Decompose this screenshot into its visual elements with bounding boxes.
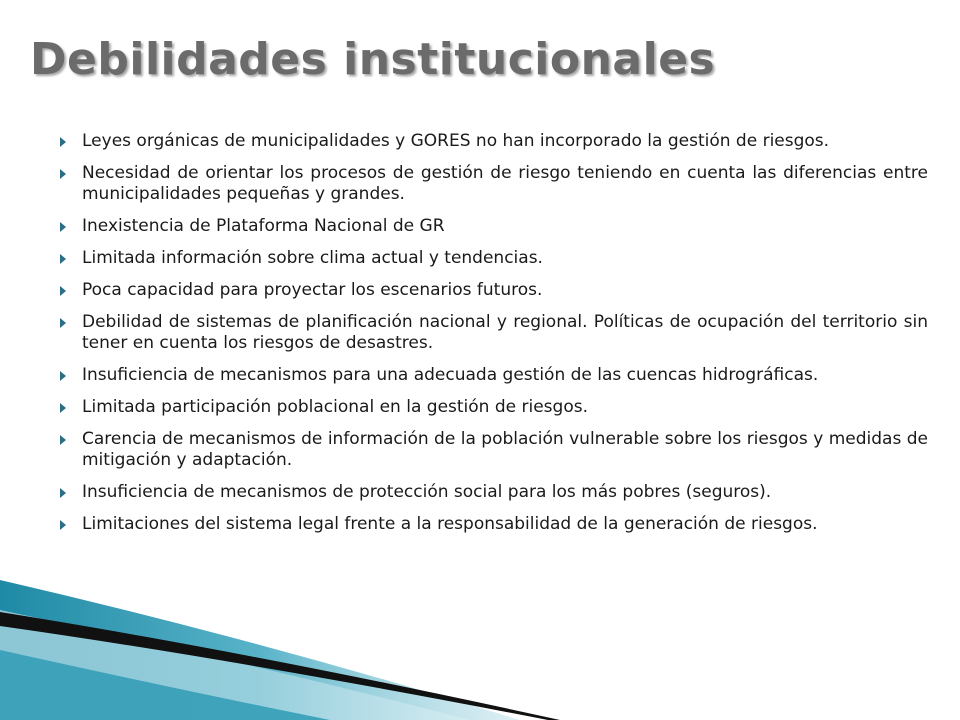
triangle-bullet-icon [60,318,66,328]
bullet-item [60,365,928,386]
triangle-bullet-icon [60,371,66,381]
slide-title: Debilidades institucionales [30,34,716,85]
bullet-item [60,397,928,418]
triangle-bullet-icon [60,222,66,232]
bullet-item [60,312,928,354]
bullet-text: Limitaciones del sistema legal frente a la responsabilidad de la generación de riesgos. [82,514,818,534]
bullet-item [60,248,928,269]
triangle-bullet-icon [60,435,66,445]
triangle-bullet-icon [60,286,66,296]
bullet-text: Limitada participación poblacional en la gestión de riesgos. [82,397,588,417]
bullet-text: Poca capacidad para proyectar los escenarios futuros. [82,280,543,300]
triangle-bullet-icon [60,254,66,264]
bullet-text: Insuficiencia de mecanismos para una adecuada gestión de las cuencas hidrográficas. [82,365,819,385]
bullet-text: Limitada información sobre clima actual y tendencias. [82,248,543,268]
bullet-item [60,482,928,503]
triangle-bullet-icon [60,137,66,147]
triangle-bullet-icon [60,488,66,498]
bullet-text: Debilidad de sistemas de planificación nacional y regional. Políticas de ocupación del territorio sin tener en cuenta los riesgos de desastres. [82,312,928,353]
bullet-text: Carencia de mecanismos de información de la población vulnerable sobre los riesgos y medidas de mitigación y adaptación. [82,429,928,470]
bullet-item [60,163,928,205]
triangle-bullet-icon [60,403,66,413]
bullet-item [60,216,928,237]
bullet-text: Inexistencia de Plataforma Nacional de GR [82,216,445,236]
triangle-bullet-icon [60,169,66,179]
bullet-text: Insuficiencia de mecanismos de protección social para los más pobres (seguros). [82,482,772,502]
bullet-item [60,514,928,535]
bullet-text: Necesidad de orientar los procesos de gestión de riesgo teniendo en cuenta las diferencias entre municipalidades pequeñas y grandes. [82,163,928,204]
bullet-list [60,131,928,546]
triangle-bullet-icon [60,520,66,530]
bullet-text: Leyes orgánicas de municipalidades y GORES no han incorporado la gestión de riesgos. [82,131,830,151]
bullet-item [60,429,928,471]
bullet-item [60,131,928,152]
bullet-item [60,280,928,301]
